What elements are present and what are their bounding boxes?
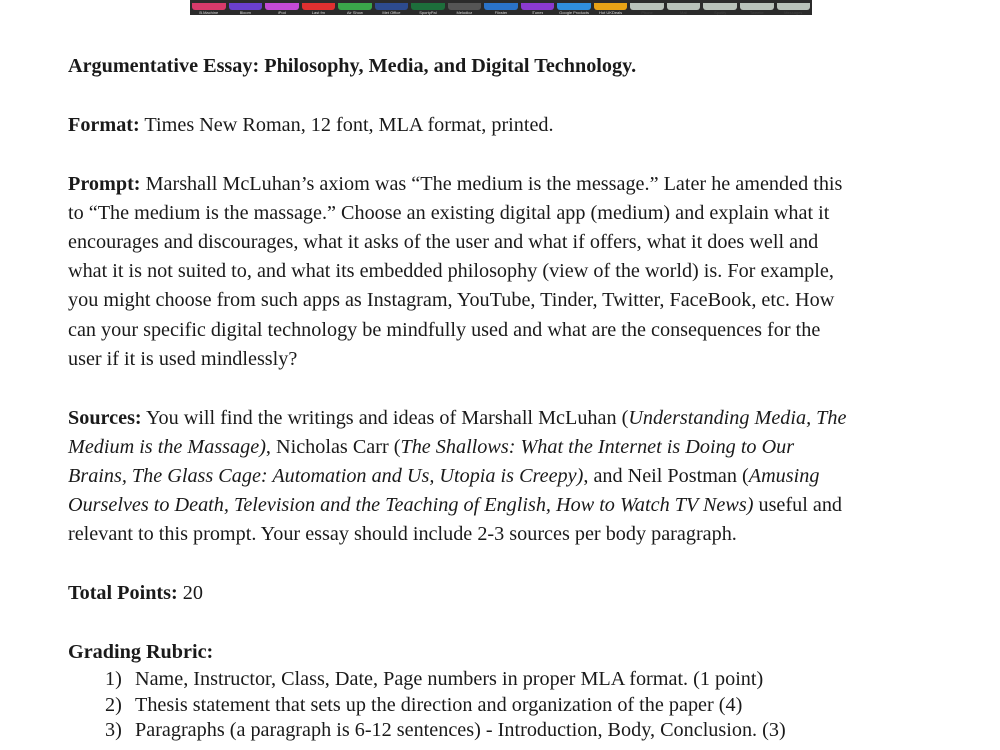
dock-app[interactable] bbox=[265, 0, 299, 15]
dock-app-label: Melodica bbox=[456, 10, 473, 15]
sources-text: , Nicholas Carr ( bbox=[265, 435, 401, 458]
dock-app[interactable] bbox=[411, 0, 445, 15]
app-icon bbox=[557, 3, 591, 10]
dock-app-label: Tweetie bbox=[749, 10, 764, 15]
sources-label: Sources: bbox=[68, 406, 142, 429]
dock-app-label: Messages bbox=[784, 10, 803, 15]
total-points-label: Total Points: bbox=[68, 582, 178, 605]
dock-app[interactable] bbox=[338, 0, 372, 15]
book-title: Ourselves to Death, Television and the Teaching of English, How to Watch TV News) bbox=[68, 494, 754, 517]
prompt-line: you might choose from such apps as Instagram, YouTube, Tinder, Twitter, FaceBook, etc. How bbox=[68, 289, 835, 312]
app-icon bbox=[484, 3, 518, 10]
dock-app[interactable] bbox=[521, 0, 555, 15]
app-icon bbox=[448, 3, 482, 10]
sources-text: useful and bbox=[753, 494, 843, 517]
app-icon bbox=[777, 3, 811, 10]
rubric-item-text: Thesis statement that sets up the direction and organization of the paper (4) bbox=[135, 693, 743, 716]
rubric-item-number: 2) bbox=[105, 693, 122, 716]
rubric-item bbox=[105, 718, 938, 743]
sources-text: relevant to this prompt. Your essay should include 2-3 sources per body paragraph. bbox=[68, 523, 737, 546]
rubric-item-number: 3) bbox=[105, 718, 122, 741]
dock-app-label: Bloom bbox=[239, 10, 251, 15]
sources-text: You will find the writings and ideas of Marshall McLuhan ( bbox=[141, 406, 629, 429]
dock-app-label: iPod bbox=[277, 10, 286, 15]
dock-app-label: Phone bbox=[641, 10, 653, 15]
dock-app-label: Google Products bbox=[559, 10, 589, 15]
app-icon bbox=[667, 3, 701, 10]
dock-app[interactable] bbox=[192, 0, 226, 15]
format-text: Times New Roman, 12 font, MLA format, printed. bbox=[139, 113, 554, 136]
dock-app[interactable] bbox=[740, 0, 774, 15]
app-icon bbox=[630, 3, 664, 10]
rubric-item-number: 1) bbox=[105, 668, 122, 691]
rubric-item-text: Name, Instructor, Class, Date, Page numbers in proper MLA format. (1 point) bbox=[135, 668, 764, 691]
book-title: Brains, The Glass Cage: Automation and Us, Utopia is Creepy) bbox=[68, 465, 584, 488]
app-icon bbox=[521, 3, 555, 10]
app-icon bbox=[338, 3, 372, 10]
dock-app[interactable] bbox=[703, 0, 737, 15]
prompt-section bbox=[68, 170, 938, 374]
app-icon bbox=[229, 3, 263, 10]
dock-app[interactable] bbox=[557, 0, 591, 15]
prompt-line: can your specific digital technology be mindfully used and what are the consequences for the bbox=[68, 318, 821, 341]
rubric-item bbox=[105, 667, 938, 692]
dock-app[interactable] bbox=[777, 0, 811, 15]
prompt-line: user if it is used mindlessly? bbox=[68, 347, 298, 370]
app-dock bbox=[190, 0, 812, 15]
dock-app[interactable] bbox=[448, 0, 482, 15]
dock-app-label: B.Machine bbox=[199, 10, 219, 15]
prompt-line: Marshall McLuhan’s axiom was “The medium is the message.” Later he amended this bbox=[140, 172, 843, 195]
app-icon bbox=[375, 3, 409, 10]
sources-text: , and Neil Postman ( bbox=[583, 465, 749, 488]
rubric-list bbox=[68, 667, 938, 743]
app-icon bbox=[411, 3, 445, 10]
dock-app[interactable] bbox=[302, 0, 336, 15]
total-points-section bbox=[68, 579, 938, 608]
dock-app[interactable] bbox=[375, 0, 409, 15]
total-points-value: 20 bbox=[177, 582, 203, 605]
app-icon bbox=[740, 3, 774, 10]
dock-app-label: Spotify bbox=[714, 10, 727, 15]
dock-app[interactable] bbox=[484, 0, 518, 15]
dock-app-label: Last fm bbox=[311, 10, 325, 15]
format-label: Format: bbox=[68, 113, 140, 136]
app-icon bbox=[192, 3, 226, 10]
rubric-item-text: Paragraphs (a paragraph is 6-12 sentences) - Introduction, Body, Conclusion. (3) bbox=[135, 718, 786, 741]
dock-app-label: SportyPal bbox=[419, 10, 437, 15]
dock-app[interactable] bbox=[630, 0, 664, 15]
prompt-label: Prompt: bbox=[68, 172, 141, 195]
app-icon bbox=[302, 3, 336, 10]
dock-app-label: Hot UKDeals bbox=[599, 10, 623, 15]
document-title: Argumentative Essay: Philosophy, Media, and Digital Technology. bbox=[68, 55, 637, 77]
book-title: Amusing bbox=[748, 465, 820, 488]
sources-section bbox=[68, 404, 938, 550]
dock-app[interactable] bbox=[594, 0, 628, 15]
essay-document bbox=[68, 52, 938, 743]
book-title: Medium is the Massage) bbox=[68, 435, 266, 458]
rubric-item bbox=[105, 693, 938, 718]
format-section bbox=[68, 111, 938, 140]
app-icon bbox=[265, 3, 299, 10]
dock-app-label: Flixster bbox=[494, 10, 508, 15]
app-icon bbox=[703, 3, 737, 10]
rubric-heading: Grading Rubric: bbox=[68, 641, 214, 664]
dock-app-label: Met Office bbox=[382, 10, 401, 15]
prompt-line: encourages and discourages, what it asks of the user and what if offers, what it does well and bbox=[68, 231, 819, 253]
dock-app-label: Air Show bbox=[346, 10, 363, 15]
prompt-line: to “The medium is the massage.” Choose an existing digital app (medium) and explain what it bbox=[68, 201, 830, 224]
prompt-line: what it is not suited to, and what its embedded philosophy (view of the world) is. For example, bbox=[68, 260, 834, 283]
book-title: The Shallows: What the Internet is Doing to Our bbox=[400, 435, 795, 458]
rubric-section bbox=[68, 638, 938, 743]
dock-app[interactable] bbox=[667, 0, 701, 15]
dock-app[interactable] bbox=[229, 0, 263, 15]
book-title: Understanding Media, The bbox=[628, 406, 847, 429]
app-icon bbox=[594, 3, 628, 10]
dock-app-label: iTunes bbox=[531, 10, 544, 15]
dock-app-label: Mail bbox=[680, 10, 688, 15]
